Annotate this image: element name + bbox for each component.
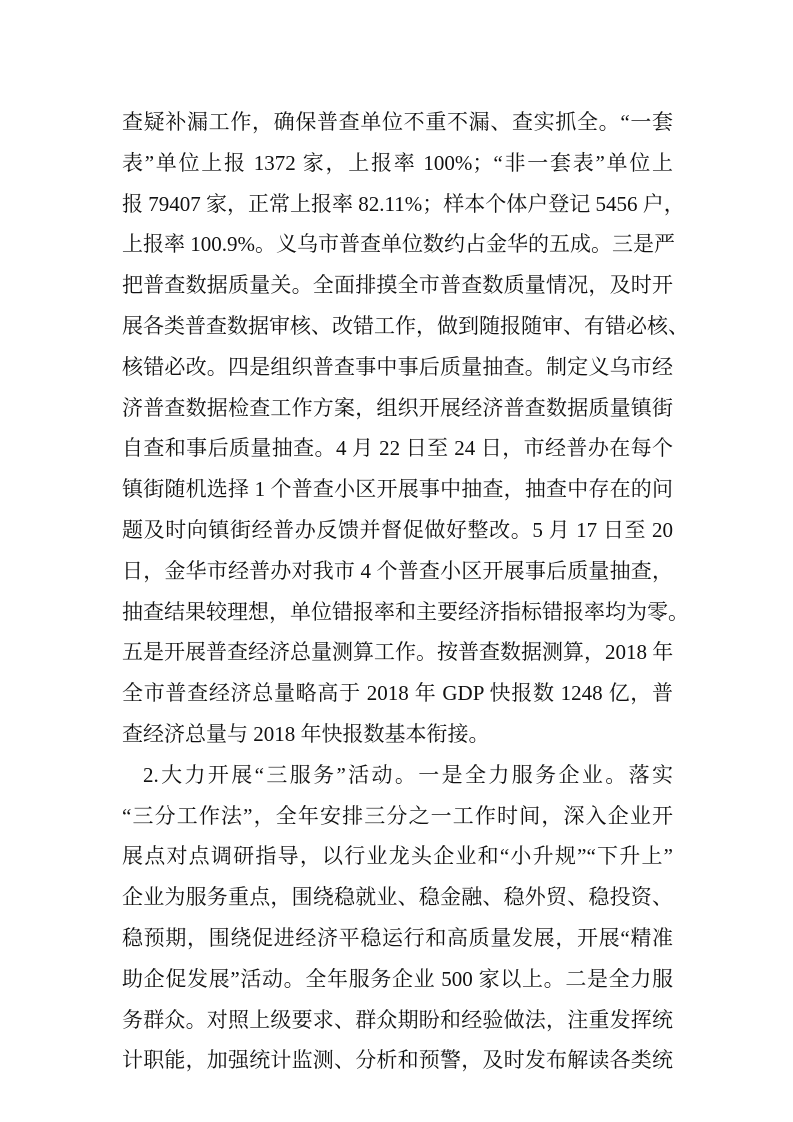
text-line: 五是开展普查经济总量测算工作。按普查数据测算，2018 年 bbox=[122, 640, 674, 665]
text-line: 表”单位上报 1372 家，上报率 100%；“非一套表”单位上 bbox=[122, 150, 673, 175]
text-line: 稳预期，围绕促进经济平稳运行和高质量发展，开展“精准 bbox=[122, 925, 673, 950]
text-line: 查经济总量与 2018 年快报数基本衔接。 bbox=[122, 721, 490, 746]
text-line: 自查和事后质量抽查。4 月 22 日至 24 日，市经普办在每个 bbox=[122, 436, 673, 461]
text-line: 核错必改。四是组织普查事中事后质量抽查。制定义乌市经 bbox=[122, 354, 673, 379]
text-line: 务群众。对照上级要求、群众期盼和经验做法，注重发挥统 bbox=[122, 1007, 673, 1032]
text-line: 查疑补漏工作，确保普查单位不重不漏、查实抓全。“一套 bbox=[122, 110, 673, 134]
paragraph-three-services bbox=[122, 755, 673, 1081]
text-line: 把普查数据质量关。全面排摸全市普查数质量情况，及时开 bbox=[122, 273, 673, 298]
text-line: “三分工作法”，全年安排三分之一工作时间，深入企业开 bbox=[122, 803, 673, 828]
paragraph-census-quality bbox=[122, 102, 689, 755]
text-line: 题及时向镇街经普办反馈并督促做好整改。5 月 17 日至 20 bbox=[122, 517, 673, 542]
text-line: 展各类普查数据审核、改错工作，做到随报随审、有错必核、 bbox=[122, 313, 689, 338]
text-line: 报 79407 家，正常上报率 82.11%；样本个体户登记 5456 户， bbox=[122, 191, 685, 216]
text-line: 企业为服务重点，围绕稳就业、稳金融、稳外贸、稳投资、 bbox=[122, 885, 673, 910]
text-line: 抽查结果较理想，单位错报率和主要经济指标错报率均为零。 bbox=[122, 599, 689, 624]
text-line: 助企促发展”活动。全年服务企业 500 家以上。二是全力服 bbox=[122, 966, 673, 991]
document-page bbox=[122, 102, 689, 1081]
text-line: 计职能，加强统计监测、分析和预警，及时发布解读各类统 bbox=[122, 1048, 673, 1073]
text-line: 镇街随机选择 1 个普查小区开展事中抽查，抽查中存在的问 bbox=[122, 477, 673, 502]
text-line: 日，金华市经普办对我市 4 个普查小区开展事后质量抽查， bbox=[122, 558, 673, 583]
text-line: 上报率 100.9%。义乌市普查单位数约占金华的五成。三是严 bbox=[122, 232, 675, 257]
text-line: 全市普查经济总量略高于 2018 年 GDP 快报数 1248 亿，普 bbox=[122, 681, 673, 706]
text-line: 2.大力开展“三服务”活动。一是全力服务企业。落实 bbox=[143, 762, 673, 787]
text-line: 济普查数据检查工作方案，组织开展经济普查数据质量镇街 bbox=[122, 395, 673, 420]
text-line: 展点对点调研指导，以行业龙头企业和“小升规”“下升上” bbox=[122, 844, 673, 869]
